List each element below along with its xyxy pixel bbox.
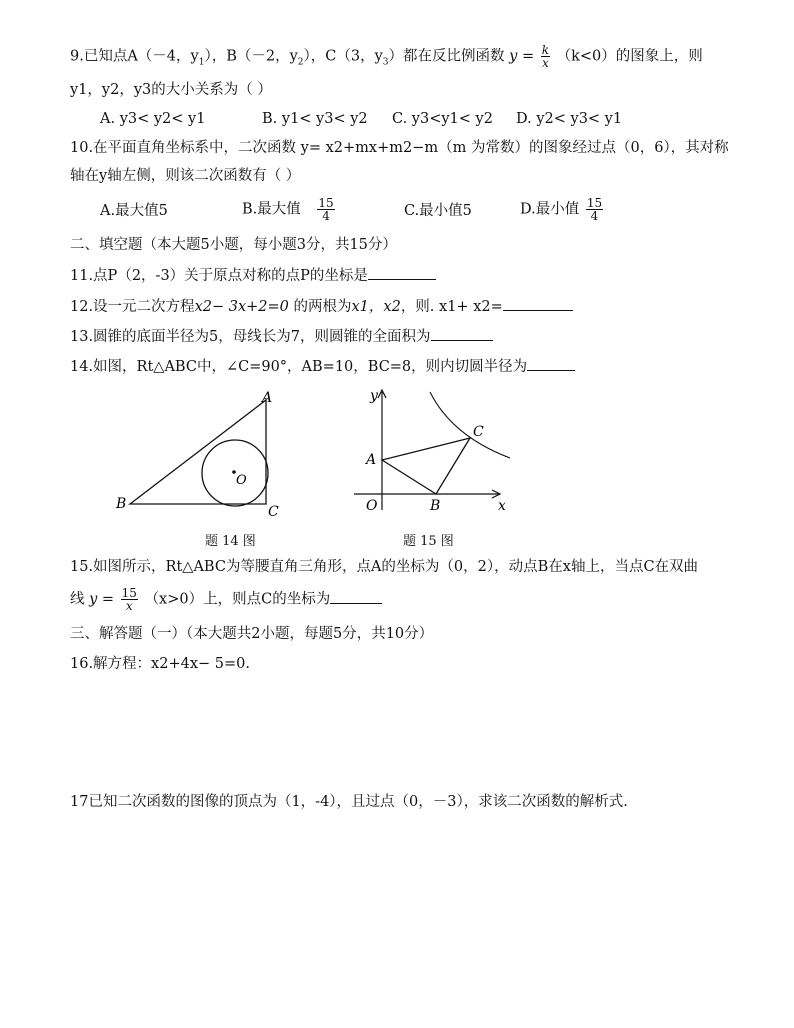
q10-d-den: 4 [590,209,599,223]
question-12 [70,296,573,317]
question-10-line-2: 轴在y轴左侧，则该二次函数有（ ） [70,168,301,184]
q14-answer-blank[interactable] [527,356,575,371]
q9-option-d: D. y2< y3< y1 [516,111,623,127]
q15-text-a: 线 [70,591,85,608]
q10-b-den: 4 [322,209,330,223]
question-9-line-1: 9.已知点A（－4，$y_1$），B（－2，$y_2$），C（3，$y_3$）都在反比例函数 y = $\frac{k}{x}$ （k<0）的图象上，则 [70,43,703,70]
figure-14 [110,386,290,518]
triangle-abc [130,400,266,504]
q10-option-d-text: D.最小值 [520,201,580,218]
q11-answer-blank[interactable] [368,265,436,280]
figure-15 [352,386,520,518]
q15-frac-den: x [125,599,133,613]
q10-option-a: A.最大值5 [100,203,168,219]
q10-d-num: 15 [586,196,603,210]
q9-frac-num: k [541,43,549,57]
q10-option-b-fraction [317,197,334,222]
question-9-line-2: y1，y2，y3的大小关系为（ ） [70,82,272,98]
section-3-heading: 三、解答题（一）（本大题共2小题，每题5分，共10分） [70,626,434,642]
fig15-label-y: y [370,388,378,404]
fig14-label-o: O [236,473,247,488]
q9-condition: （k<0）的图象上，则 [556,48,703,65]
q16-answer-area[interactable] [70,680,730,780]
q9-text-b: ），B（－2，y [204,48,298,65]
q17-answer-area[interactable] [70,820,730,1000]
q9-option-c: C. y3<y1< y2 [392,111,493,127]
q11-text: 11.点P（2，-3）关于原点对称的点P的坐标是 [70,268,368,284]
q9-text-d: ）都在反比例函数 [388,48,505,65]
triangle-abc-15 [382,438,470,494]
q12-text-c: ，则. x1+ x2= [400,299,503,315]
q12-text-a: 12.设一元二次方程 [70,299,195,315]
question-11 [70,265,436,286]
q12-answer-blank[interactable] [503,296,573,311]
fig15-label-b: B [430,498,441,514]
question-10-line-1: 10.在平面直角坐标系中，二次函数 y= x2+mx+m2−m（m 为常数）的图象经过点（0，6），其对称 [70,140,729,156]
q10-option-d [520,197,605,222]
question-15-line-2 [70,587,382,612]
q10-option-d-fraction [586,197,603,222]
q15-fraction [121,587,138,612]
q15-text-b: （x>0）上，则点C的坐标为 [144,591,331,608]
fig14-label-b: B [116,496,127,512]
fig14-label-c: C [268,504,279,518]
q15-y-equals: y = [89,591,115,608]
q13-answer-blank[interactable] [431,326,493,341]
fig15-label-a: A [366,452,377,468]
question-13 [70,326,493,347]
question-14 [70,356,575,377]
q9-text-c: ），C（3，y [303,48,383,65]
fig15-label-c: C [473,424,484,440]
section-2-heading: 二、填空题（本大题5小题，每小题3分，共15分） [70,237,397,253]
q9-fraction [541,44,550,69]
fig15-label-o: O [366,498,378,514]
q12-roots: x1，x2 [351,299,401,315]
q9-frac-den: x [541,56,549,70]
question-16: 16.解方程：x2+4x− 5=0. [70,656,250,672]
fig15-label-x: x [498,498,506,514]
figure-14-caption: 题 14 图 [205,534,256,549]
q12-text-b: 的两根为 [293,299,352,315]
q9-option-a: A. y3< y2< y1 [100,111,206,127]
question-17: 17已知二次函数的图像的顶点为（1，-4），且过点（0，－3），求该二次函数的解析式. [70,794,628,810]
fig14-label-a: A [262,390,273,406]
q10-option-b-text: B.最大值 [242,201,301,218]
q12-equation: x2− 3x+2=0 [194,299,289,315]
q13-text: 13.圆锥的底面半径为5，母线长为7，则圆锥的全面积为 [70,329,431,345]
figure-15-caption: 题 15 图 [403,534,454,549]
question-15-line-1: 15.如图所示，Rt△ABC为等腰直角三角形，点A的坐标为（0，2），动点B在x轴上，当点C在双曲 [70,559,699,575]
q14-text: 14.如图，Rt△ABC中，∠C=90°，AB=10，BC=8，则内切圆半径为 [70,359,528,375]
q15-frac-num: 15 [121,586,137,600]
q9-text-a: 9.已知点A（－4，y [70,48,199,65]
q9-option-b: B. y1< y3< y2 [262,111,368,127]
q10-option-c: C.最小值5 [404,203,472,219]
q9-y-equals: y = [509,48,535,65]
q10-option-b [242,197,337,222]
hyperbola-curve [430,392,510,458]
q15-answer-blank[interactable] [330,589,382,604]
q10-b-num: 15 [318,196,334,210]
